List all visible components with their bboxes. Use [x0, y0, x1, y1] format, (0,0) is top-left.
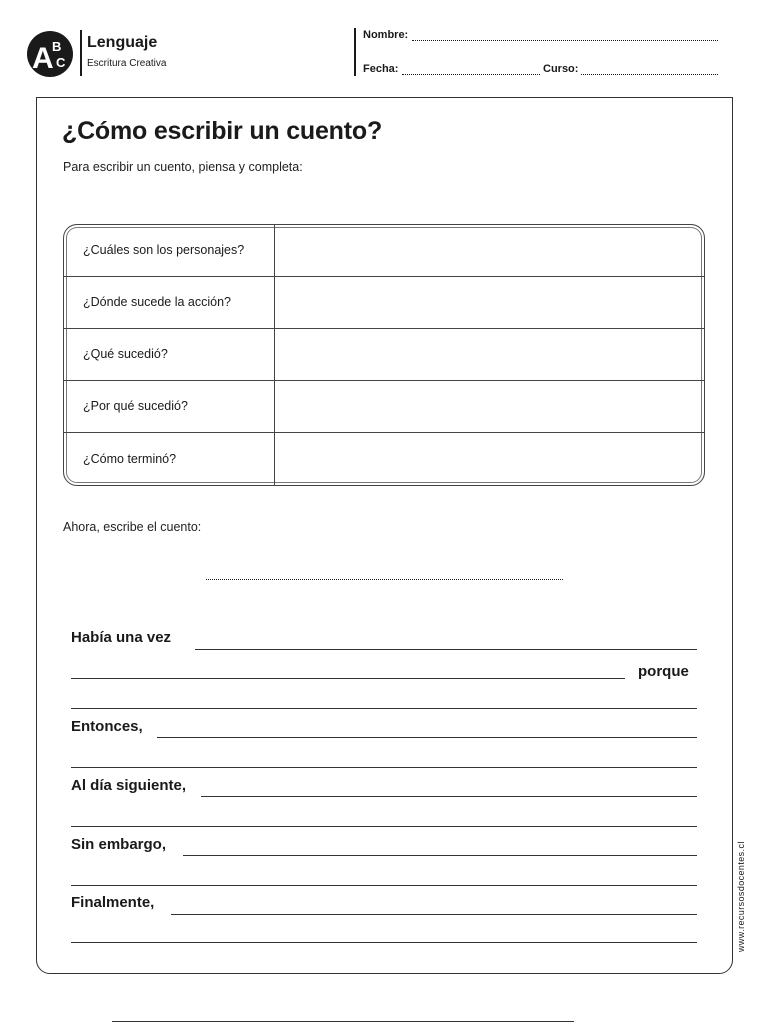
writing-line[interactable] — [71, 678, 625, 679]
writing-line[interactable] — [71, 885, 697, 886]
course-label: Curso: — [543, 63, 579, 75]
question-row — [64, 433, 704, 485]
footer-line — [112, 1021, 574, 1022]
name-field[interactable] — [412, 29, 718, 41]
fields-divider — [354, 28, 356, 76]
writing-line[interactable] — [71, 826, 697, 827]
writing-line[interactable] — [71, 767, 697, 768]
date-field[interactable] — [402, 63, 540, 75]
writing-line[interactable] — [157, 737, 697, 738]
prompt-next-day: Al día siguiente, — [71, 777, 187, 794]
question-row — [64, 277, 704, 329]
subject-title: Lenguaje — [87, 34, 158, 51]
writing-line[interactable] — [71, 708, 697, 709]
question-row — [64, 225, 704, 277]
question-label: ¿Cómo terminó? — [83, 451, 177, 466]
prompt-once-upon: Había una vez — [71, 629, 172, 646]
logo-letter-a: A — [32, 42, 54, 75]
writing-line[interactable] — [71, 942, 697, 943]
instruction-text: Para escribir un cuento, piensa y completa: — [63, 160, 303, 174]
prompt-however: Sin embargo, — [71, 836, 167, 853]
question-label: ¿Dónde sucede la acción? — [83, 295, 232, 310]
logo-letter-b: B — [52, 39, 62, 54]
column-divider — [274, 225, 275, 276]
date-label: Fecha: — [363, 63, 399, 75]
website-credit: www.recursosdocentes.cl — [736, 841, 746, 952]
question-row — [64, 381, 704, 433]
prompt-because: porque — [638, 663, 689, 680]
writing-line[interactable] — [201, 796, 697, 797]
prompt-finally: Finalmente, — [71, 894, 155, 911]
column-divider — [274, 277, 275, 328]
question-table — [63, 224, 705, 486]
write-instruction: Ahora, escribe el cuento: — [63, 520, 202, 534]
question-label: ¿Por qué sucedió? — [83, 399, 188, 414]
abc-logo — [26, 30, 74, 78]
column-divider — [274, 329, 275, 380]
course-field[interactable] — [581, 63, 718, 75]
story-title-field[interactable] — [206, 579, 563, 580]
question-label: ¿Qué sucedió? — [83, 347, 168, 362]
question-label: ¿Cuáles son los personajes? — [83, 243, 245, 258]
writing-line[interactable] — [195, 649, 697, 650]
logo-letter-c: C — [56, 55, 66, 70]
column-divider — [274, 433, 275, 485]
prompt-then: Entonces, — [71, 718, 143, 735]
subject-subtitle: Escritura Creativa — [87, 58, 167, 69]
writing-line[interactable] — [171, 914, 697, 915]
writing-line[interactable] — [183, 855, 697, 856]
column-divider — [274, 381, 275, 432]
question-row — [64, 329, 704, 381]
brand-divider — [80, 30, 82, 76]
name-label: Nombre: — [363, 29, 409, 41]
page-title: ¿Cómo escribir un cuento? — [62, 117, 383, 145]
